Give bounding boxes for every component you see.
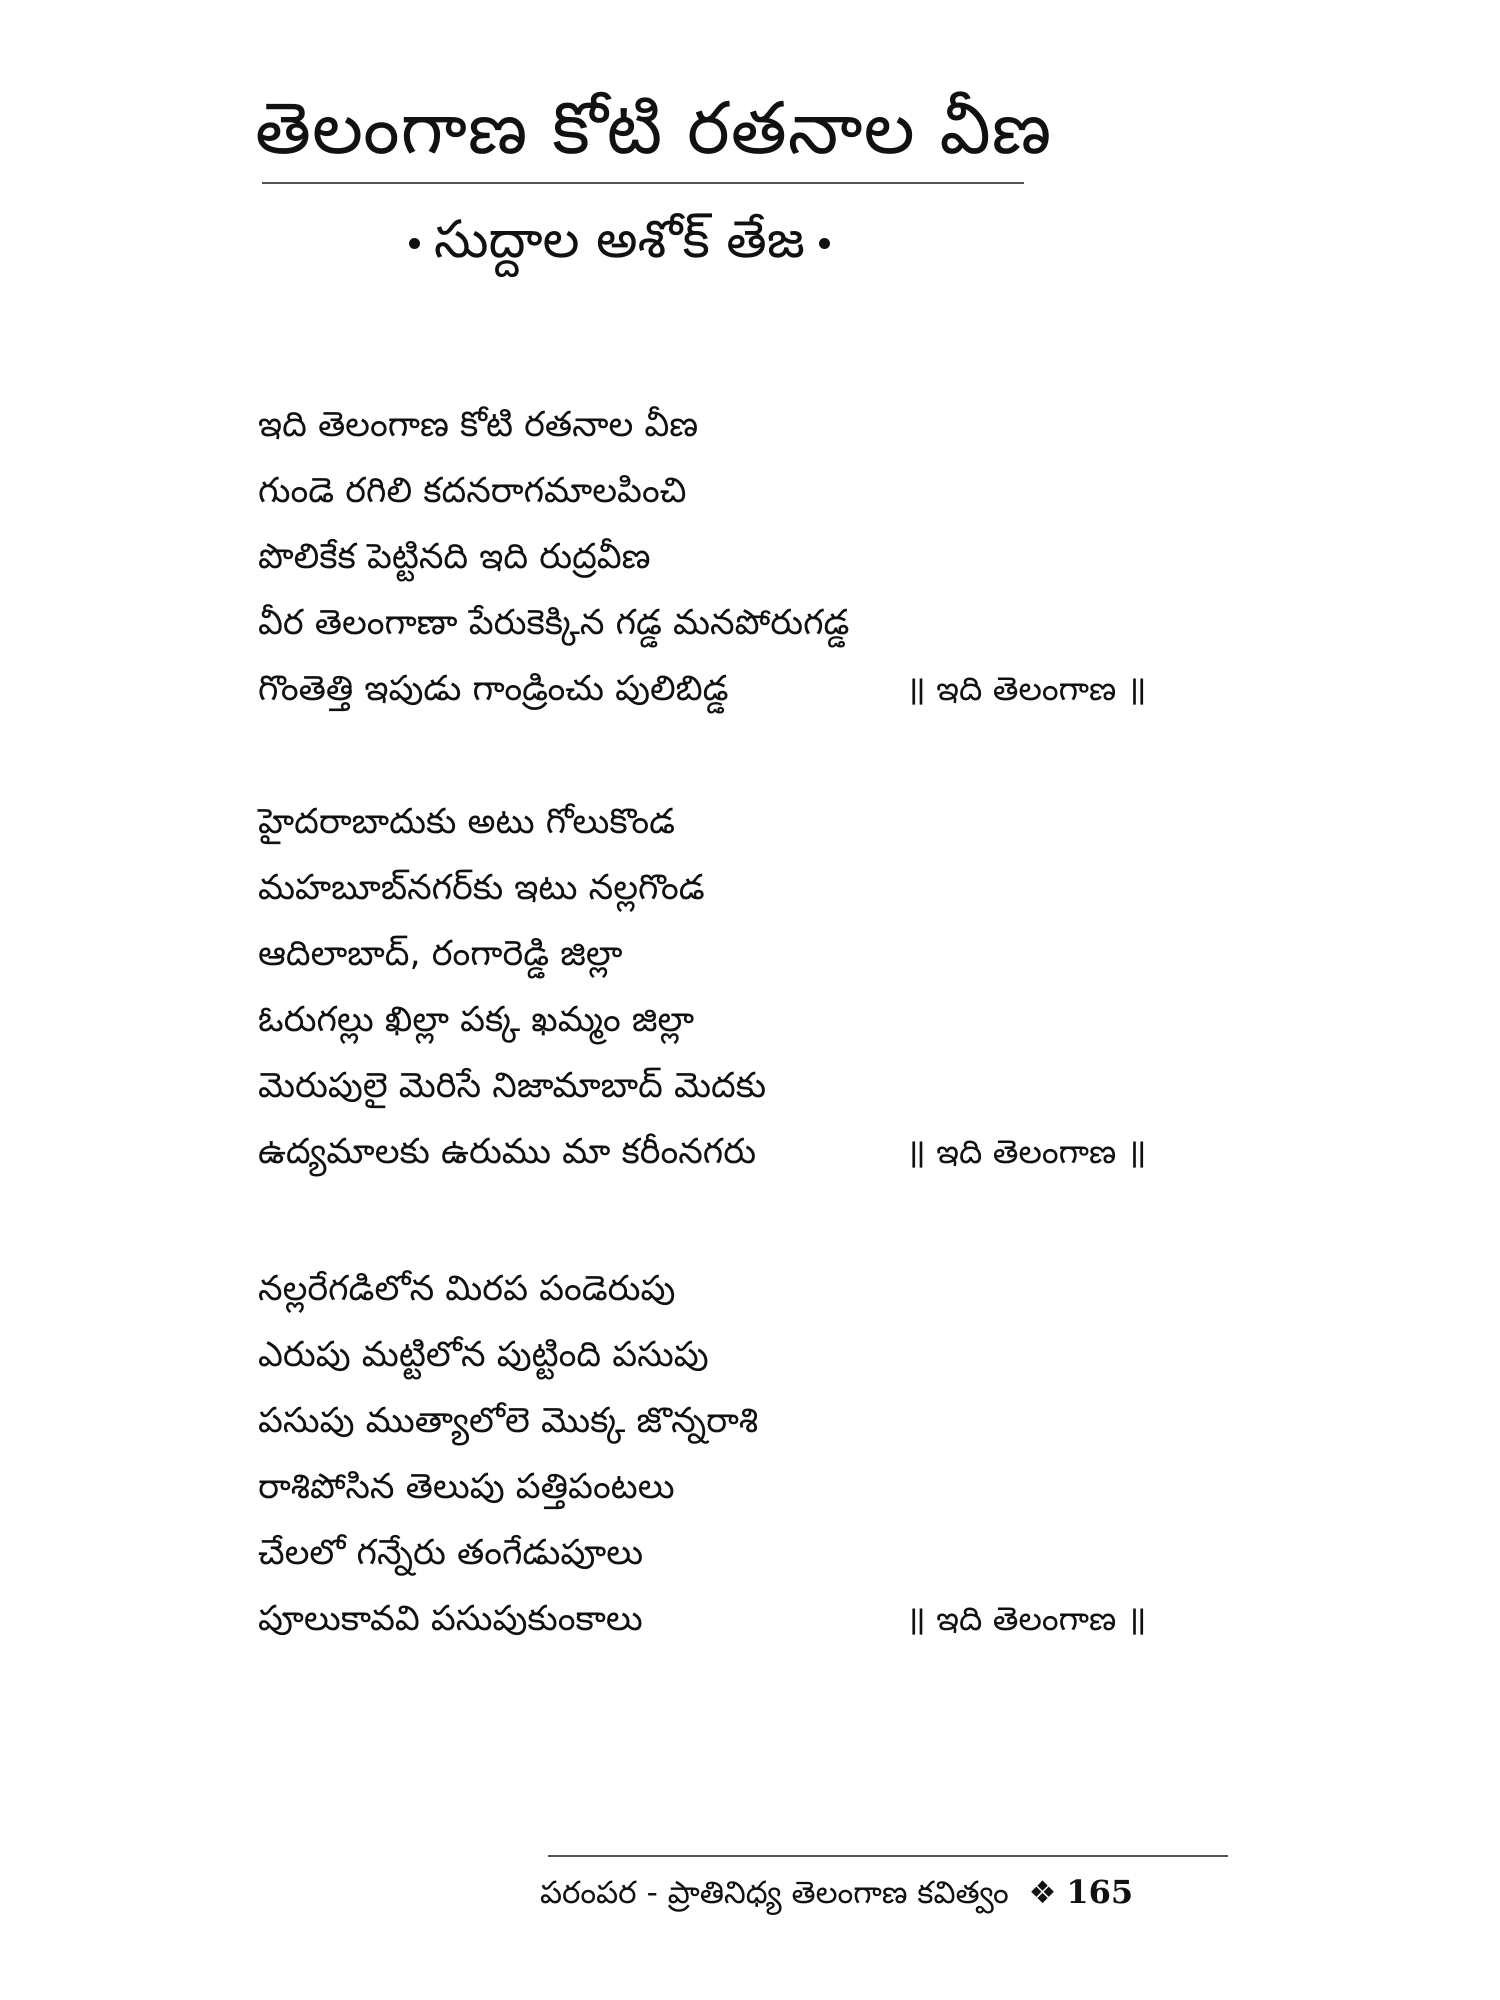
title-divider — [262, 182, 1024, 184]
refrain-marker: ॥ ఇది తెలంగాణ ॥ — [906, 1132, 1147, 1171]
verse-line: వీర తెలంగాణా పేరుకెక్కిన గడ్డ మనపోరుగడ్డ — [258, 603, 850, 643]
verse-line: పసుపు ముత్యాలోలె మొక్క జొన్నరాశి — [258, 1401, 759, 1441]
verse-line: పొలికేక పెట్టినది ఇది రుద్రవీణ — [258, 537, 651, 577]
verse-line: ఉద్యమాలకు ఉరుము మా కరీంనగరు ॥ ఇది తెలంగాణ ॥ — [258, 1119, 1258, 1185]
stanza-3 — [258, 1256, 1258, 1652]
footer-dash: - — [646, 1875, 658, 1911]
bullet-icon — [819, 238, 830, 249]
refrain-marker: ॥ ఇది తెలంగాణ ॥ — [906, 669, 1147, 708]
verse-line: ఇది తెలంగాణ కోటి రతనాల వీణ — [258, 405, 699, 445]
stanza-2 — [258, 789, 1258, 1185]
verse-line: నల్లరేగడిలోన మిరప పండెరుపు — [258, 1269, 676, 1309]
refrain-marker: ॥ ఇది తెలంగాణ ॥ — [906, 1599, 1147, 1638]
book-name: పరంపర — [540, 1875, 637, 1911]
verse-line: ఓరుగల్లు ఖిల్లా పక్క ఖమ్మం జిల్లా — [258, 1000, 695, 1040]
poem-author — [395, 200, 915, 280]
verse-line: మహబూబ్‌నగర్‌కు ఇటు నల్లగొండ — [258, 868, 705, 908]
poem-title: తెలంగాణ కోటి రతనాల వీణ — [255, 86, 1053, 170]
verse-line: హైదరాబాదుకు అటు గోలుకొండ — [258, 802, 676, 842]
book-subtitle: ప్రాతినిధ్య తెలంగాణ కవిత్వం — [667, 1875, 1009, 1911]
verse-line: మెరుపులై మెరిసే నిజామాబాద్ మెదకు — [258, 1066, 767, 1106]
page-footer — [540, 1867, 1240, 1918]
verse-line: గొంతెత్తి ఇపుడు గాండ్రించు పులిబిడ్డ ॥ ఇది తెలంగాణ ॥ — [258, 656, 1258, 722]
stanza-1 — [258, 392, 1258, 722]
verse-line: పూలుకావవి పసుపుకుంకాలు ॥ ఇది తెలంగాణ ॥ — [258, 1586, 1258, 1652]
footer-divider — [548, 1855, 1228, 1857]
author-name: సుద్దాల అశోక్ తేజ — [434, 210, 805, 270]
verse-line: చేలలో గన్నేరు తంగేడుపూలు — [258, 1533, 644, 1573]
verse-line: గుండె రగిలి కదనరాగమాలపించి — [258, 471, 687, 511]
verse-line: ఆదిలాబాద్, రంగారెడ్డి జిల్లా — [258, 934, 623, 974]
page-number: 165 — [1066, 1873, 1134, 1911]
verse-line: రాశిపోసిన తెలుపు పత్తిపంటలు — [258, 1467, 675, 1507]
verse-line: ఎరుపు మట్టిలోన పుట్టింది పసుపు — [258, 1335, 709, 1375]
bullet-icon — [409, 238, 420, 249]
ornament-icon: ❖ — [1028, 1875, 1057, 1911]
